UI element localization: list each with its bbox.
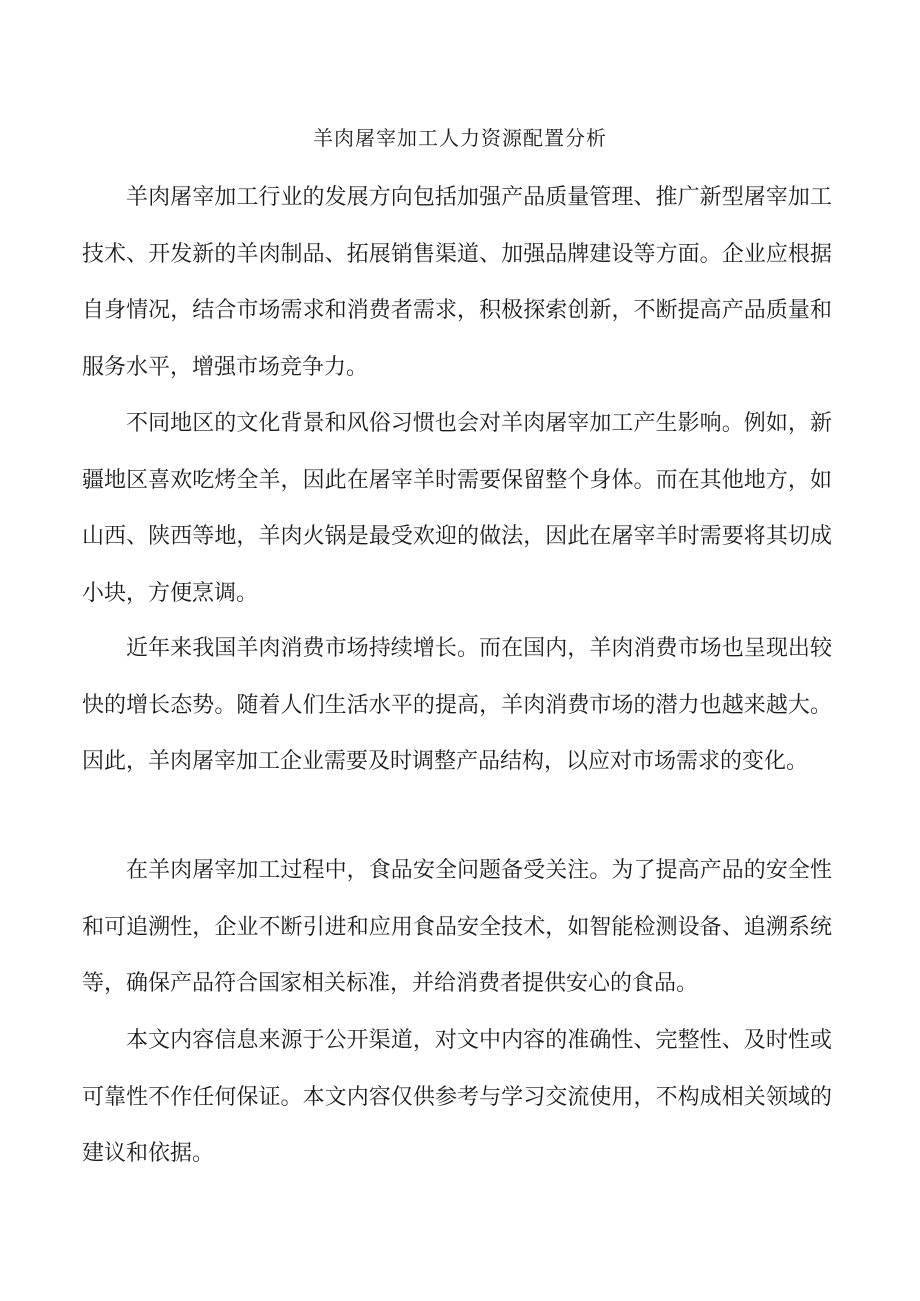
document-title: 羊肉屠宰加工人力资源配置分析 xyxy=(313,126,607,150)
paragraph-disclaimer: 本文内容信息来源于公开渠道，对文中内容的准确性、完整性、及时性或可靠性不作任何保证。本文内容仅供参考与学习交流使用，不构成相关领域的建议和依据。 xyxy=(82,1028,832,1166)
paragraph-food-safety: 在羊肉屠宰加工过程中，食品安全问题备受关注。为了提高产品的安全性和可追溯性，企业不断引进和应用食品安全技术，如智能检测设备、追溯系统等，确保产品符合国家相关标准，并给消费者提供安心的食品。 xyxy=(82,858,832,996)
paragraph-consumption-market: 近年来我国羊肉消费市场持续增长。而在国内，羊肉消费市场也呈现出较快的增长态势。随着人们生活水平的提高，羊肉消费市场的潜力也越来越大。因此，羊肉屠宰加工企业需要及时调整产品结构，以应对市场需求的变化。 xyxy=(82,636,832,774)
paragraph-regional-culture: 不同地区的文化背景和风俗习惯也会对羊肉屠宰加工产生影响。例如，新疆地区喜欢吃烤全羊，因此在屠宰羊时需要保留整个身体。而在其他地方，如山西、陕西等地，羊肉火锅是最受欢迎的做法，因此在屠宰羊时需要将其切成小块，方便烹调。 xyxy=(82,411,832,606)
paragraph-industry-direction: 羊肉屠宰加工行业的发展方向包括加强产品质量管理、推广新型屠宰加工技术、开发新的羊肉制品、拓展销售渠道、加强品牌建设等方面。企业应根据自身情况，结合市场需求和消费者需求，积极探索创新，不断提高产品质量和服务水平，增强市场竞争力。 xyxy=(82,185,832,380)
